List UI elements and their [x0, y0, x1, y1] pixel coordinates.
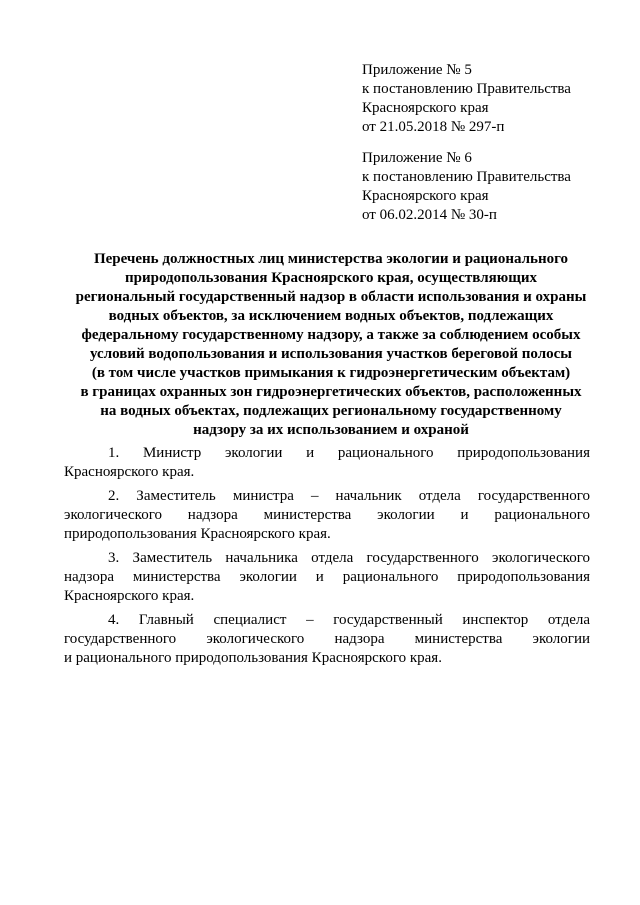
title-line: Перечень должностных лиц министерства экологии и рационального [93, 251, 569, 267]
title-line: надзору за их использованием и охраной [193, 422, 469, 438]
position-3-line: 3. Заместитель начальника отдела государственного экологического [108, 550, 590, 566]
title-line: природопользования Красноярского края, осуществляющих [124, 270, 537, 286]
title-line: региональный государственный надзор в области использования и охраны [75, 289, 587, 305]
title-line: в границах охранных зон гидроэнергетических объектов, расположенных [80, 384, 582, 400]
position-4-line: 4. Главный специалист – государственный инспектор отдела [108, 612, 590, 628]
position-3-line: надзора министерства экологии и рационального природопользования [64, 569, 590, 585]
position-item-4 [64, 611, 590, 668]
title-line: условий водопользования и использования участков береговой полосы [90, 346, 572, 362]
position-1-line: 1. Министр экологии и рационального природопользования [108, 445, 590, 461]
position-item-1 [64, 444, 590, 482]
title-line: на водных объектах, подлежащих региональному государственному [100, 403, 562, 419]
position-4-line: государственного экологического надзора министерства экологии [64, 631, 590, 647]
position-item-2 [64, 487, 590, 544]
appendix-5-region: Красноярского края [362, 100, 489, 116]
title-line: водных объектов, за исключением водных объектов, подлежащих [108, 308, 554, 324]
appendix-6-resolution: к постановлению Правительства [362, 169, 571, 185]
appendix-5-number: Приложение № 5 [362, 62, 472, 78]
title-line: федеральному государственному надзору, а также за соблюдением особых [81, 327, 581, 343]
title-line: (в том числе участков примыкания к гидроэнергетическим объектам) [91, 365, 571, 381]
appendix-5-resolution: к постановлению Правительства [362, 81, 571, 97]
position-3-line: Красноярского края. [64, 588, 195, 604]
appendix-6-region: Красноярского края [362, 188, 489, 204]
appendix-6-date: от 06.02.2014 № 30-п [362, 207, 497, 223]
position-1-line: Красноярского края. [64, 464, 195, 480]
position-2-line: природопользования Красноярского края. [64, 526, 331, 542]
position-item-3 [64, 549, 590, 606]
appendix-6-number: Приложение № 6 [362, 150, 472, 166]
position-4-line: и рационального природопользования Красноярского края. [64, 650, 442, 666]
positions-list [64, 444, 590, 673]
appendix-5-block [362, 61, 612, 137]
position-2-line: 2. Заместитель министра – начальник отдела государственного [108, 488, 590, 504]
appendix-5-date: от 21.05.2018 № 297-п [362, 119, 505, 135]
document-title [64, 250, 598, 440]
position-2-line: экологического надзора министерства экологии и рационального [64, 507, 590, 523]
appendix-6-block [362, 149, 612, 225]
